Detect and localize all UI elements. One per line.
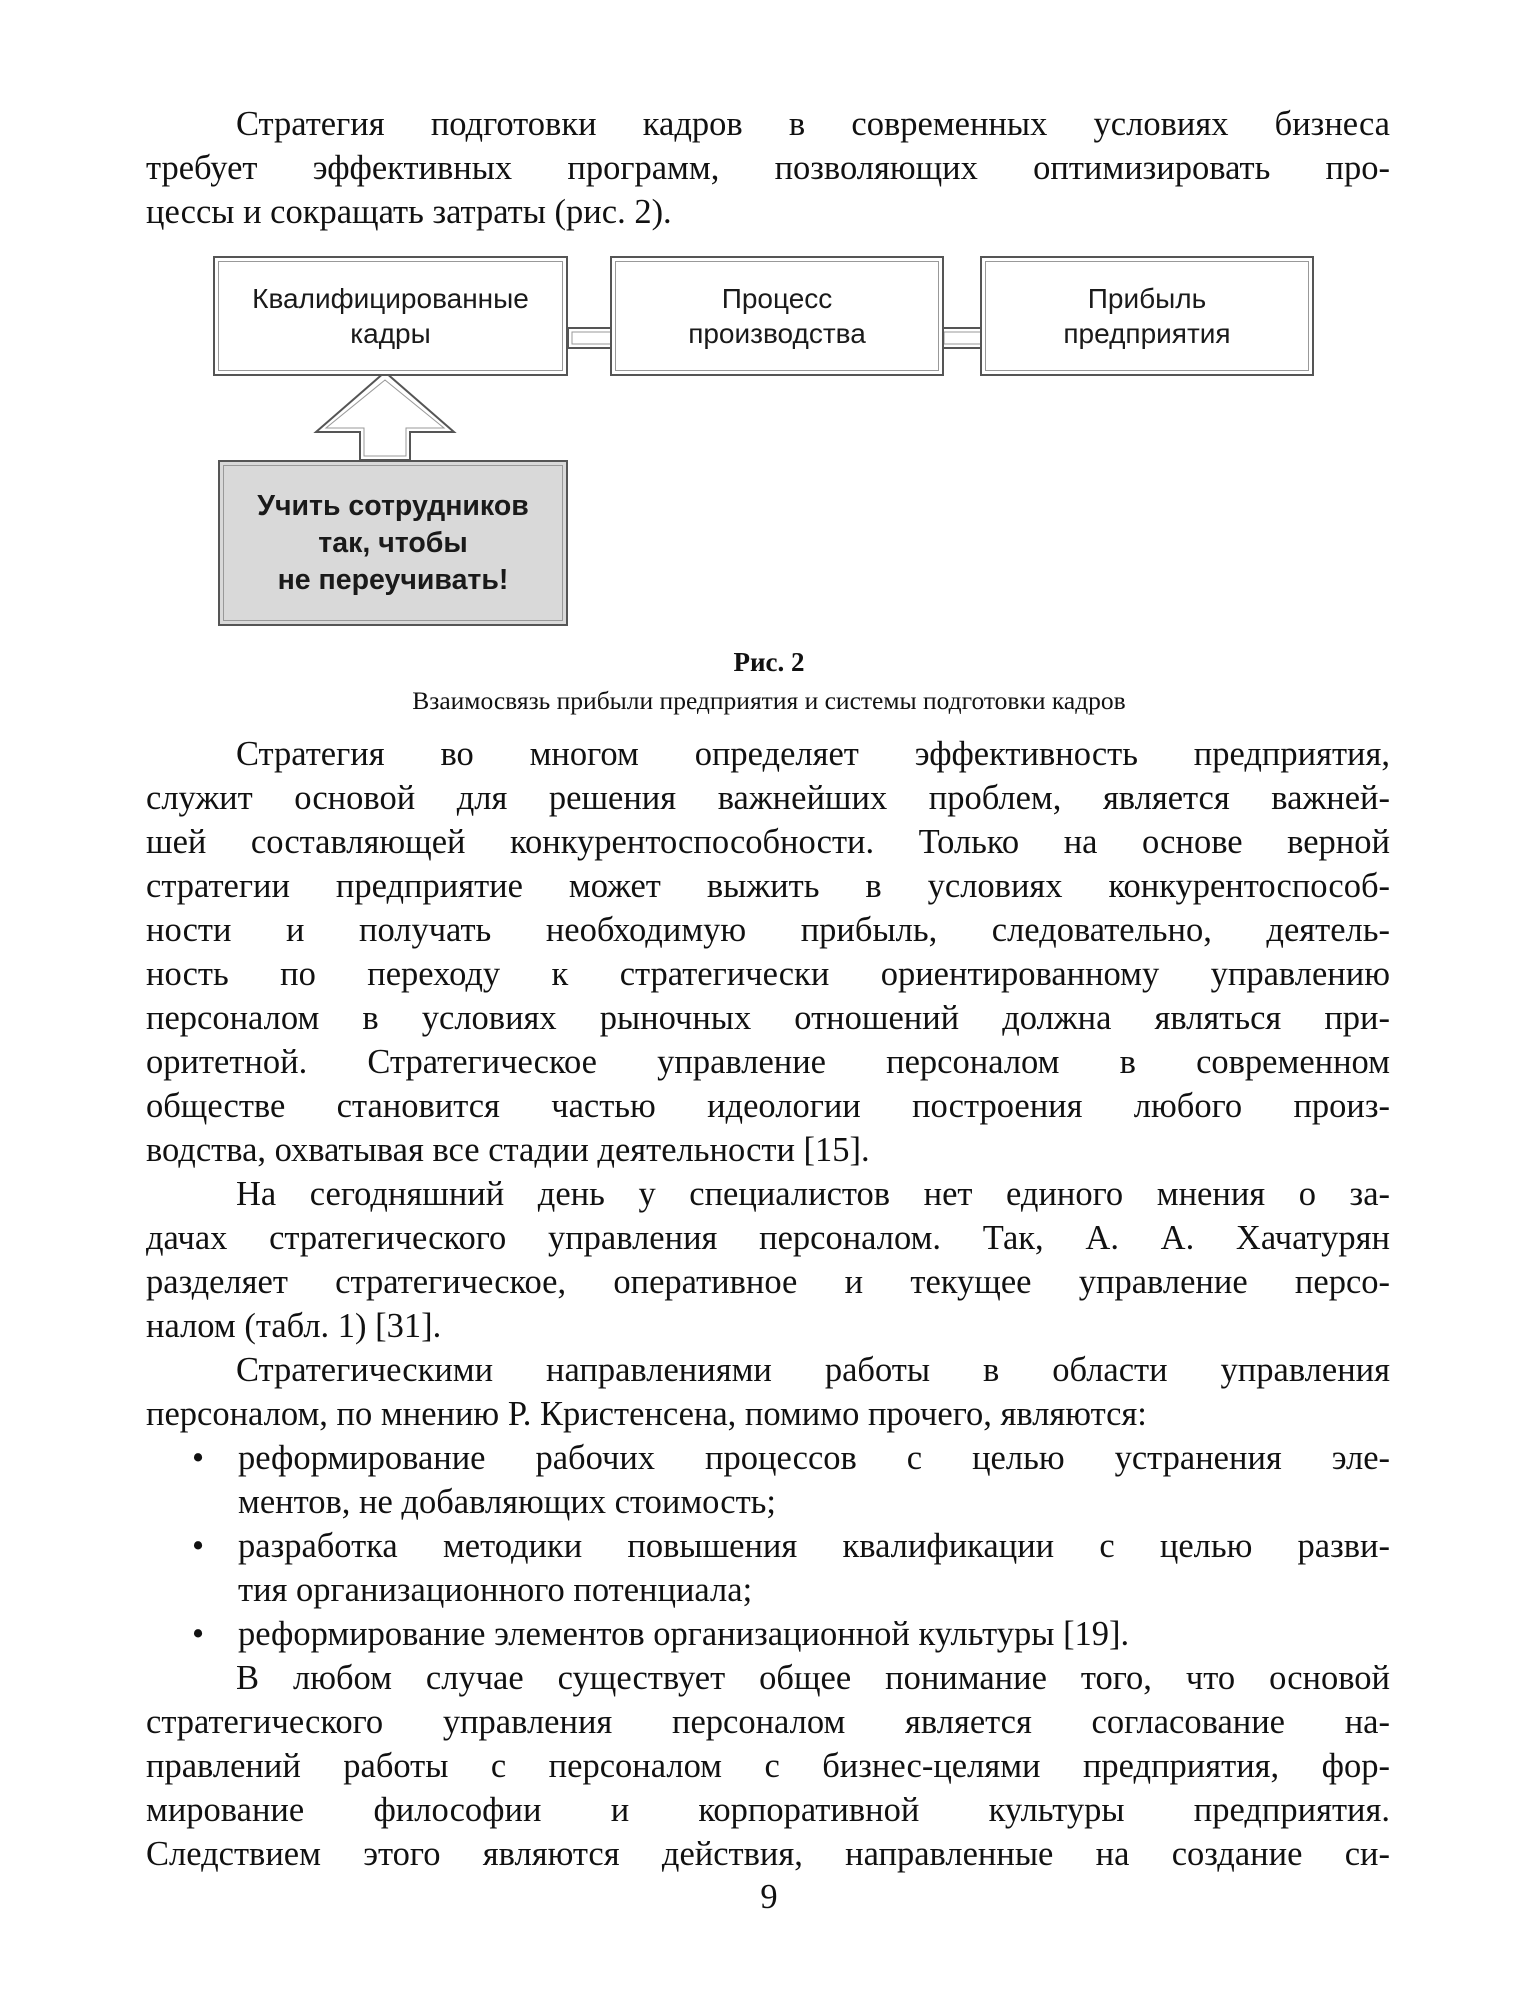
box-production-process-line-1: Процесс [721, 283, 833, 314]
para1-line-10: водства, охватывая все стадии деятельности [15]. [146, 1131, 870, 1169]
bullet-1-line-1: реформирование рабочих процессов с целью устранения эле- [238, 1439, 1390, 1477]
para1-line-2: служит основой для решения важнейших проблем, является важней- [146, 779, 1390, 817]
bullet-3-line-1: реформирование элементов организационной культуры [19]. [238, 1615, 1130, 1653]
para1-line-5: ности и получать необходимую прибыль, следовательно, деятель- [146, 911, 1390, 949]
para2-line-3: разделяет стратегическое, оперативное и текущее управление персо- [146, 1263, 1390, 1301]
intro-line-3: цессы и сокращать затраты (рис. 2). [146, 193, 672, 231]
bullet-item-3 [146, 1612, 1390, 1656]
intro-line-2: требует эффективных программ, позволяющих оптимизировать про- [146, 149, 1390, 187]
paragraph-1 [146, 732, 1390, 1172]
box-qualified-staff-line-1: Квалифицированные [252, 283, 529, 314]
para1-line-3: шей составляющей конкурентоспособности. Только на основе верной [146, 823, 1390, 861]
para1-line-7: персоналом в условиях рыночных отношений должна являться при- [146, 999, 1390, 1037]
box-train-employees-line-2: так, чтобы [318, 526, 468, 559]
intro-paragraph [146, 102, 1390, 234]
intro-line-1: Стратегия подготовки кадров в современных условиях бизнеса [236, 105, 1390, 143]
bullet-icon: • [192, 1527, 205, 1565]
bullet-2-line-1: разработка методики повышения квалификации с целью разви- [238, 1527, 1390, 1565]
para4-line-4: мирование философии и корпоративной культуры предприятия. [146, 1791, 1390, 1829]
box-qualified-staff [213, 256, 568, 376]
para4-line-1: В любом случае существует общее понимание того, что основой [236, 1659, 1390, 1697]
arrow-up [316, 372, 454, 460]
para2-line-4: налом (табл. 1) [31]. [146, 1307, 442, 1345]
para1-line-1: Стратегия во многом определяет эффективность предприятия, [236, 735, 1390, 773]
bullet-item-2 [146, 1524, 1390, 1612]
para1-line-6: ность по переходу к стратегически ориентированному управлению [146, 955, 1390, 993]
para4-line-2: стратегического управления персоналом является согласование на- [146, 1703, 1390, 1741]
paragraph-3 [146, 1348, 1390, 1436]
para1-line-4: стратегии предприятие может выжить в условиях конкурентоспособ- [146, 867, 1390, 905]
bullet-1-line-2: ментов, не добавляющих стоимость; [238, 1483, 776, 1521]
para2-line-2: дачах стратегического управления персоналом. Так, А. А. Хачатурян [146, 1219, 1390, 1257]
page-number: 9 [760, 1878, 778, 1916]
box-train-employees-line-3: не переучивать! [277, 563, 509, 596]
figure-caption-text: Взаимосвязь прибыли предприятия и системы подготовки кадров [412, 686, 1126, 715]
bullet-icon: • [192, 1439, 205, 1477]
paragraph-4 [146, 1656, 1390, 1876]
para4-line-5: Следствием этого являются действия, направленные на создание си- [146, 1835, 1390, 1873]
para1-line-9: обществе становится частью идеологии построения любого произ- [146, 1087, 1390, 1125]
bullet-2-line-2: тия организационного потенциала; [238, 1571, 753, 1609]
box-train-employees-line-1: Учить сотрудников [257, 489, 529, 522]
bullet-item-1 [146, 1436, 1390, 1524]
box-train-employees [218, 460, 568, 626]
box-production-process-line-2: производства [688, 318, 866, 349]
body-text [146, 732, 1390, 1876]
para2-line-1: На сегодняшний день у специалистов нет единого мнения о за- [236, 1175, 1390, 1213]
bullet-icon: • [192, 1615, 205, 1653]
box-enterprise-profit [980, 256, 1314, 376]
box-production-process [610, 256, 944, 376]
para1-line-8: оритетной. Стратегическое управление персоналом в современном [146, 1043, 1390, 1081]
para3-line-2: персоналом, по мнению Р. Кристенсена, помимо прочего, являются: [146, 1395, 1147, 1433]
para4-line-3: правлений работы с персоналом с бизнес-целями предприятия, фор- [146, 1747, 1390, 1785]
box-qualified-staff-line-2: кадры [350, 318, 431, 349]
figure-caption-title: Рис. 2 [733, 647, 805, 677]
box-enterprise-profit-line-1: Прибыль [1087, 283, 1207, 314]
box-enterprise-profit-line-2: предприятия [1063, 318, 1231, 349]
figure-diagram [210, 252, 1320, 632]
para3-line-1: Стратегическими направлениями работы в области управления [236, 1351, 1390, 1389]
paragraph-2 [146, 1172, 1390, 1348]
